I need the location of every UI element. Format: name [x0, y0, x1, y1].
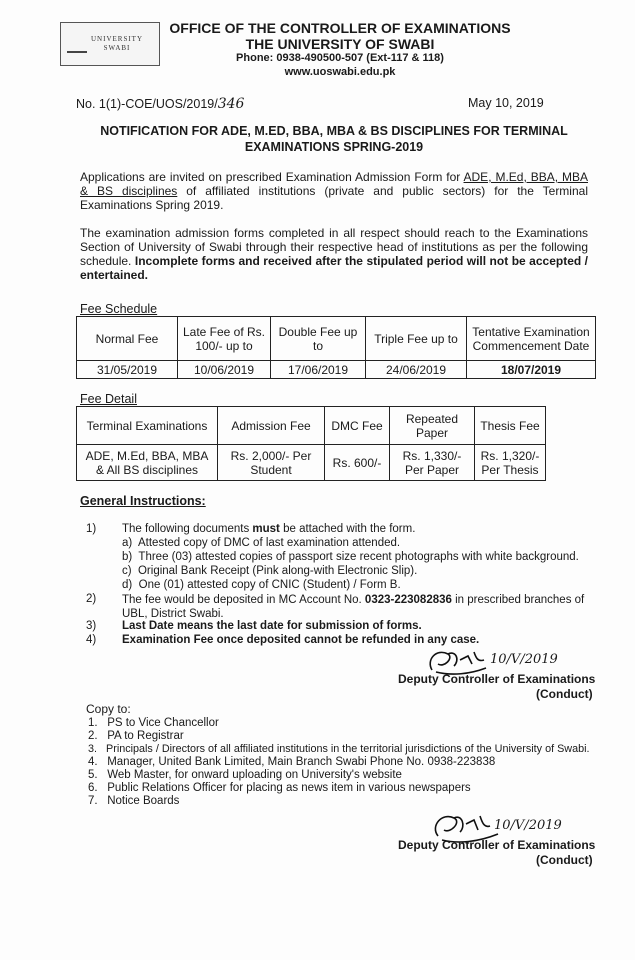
cell-double-fee: 17/06/2019 — [271, 361, 366, 379]
copy-item-5 — [88, 769, 402, 781]
cell-late-fee: 10/06/2019 — [178, 361, 271, 379]
instruction-3-text: Last Date means the last date for submission of forms. — [122, 620, 422, 632]
university-logo — [60, 22, 160, 66]
copy-item-5-text: Web Master, for onward uploading on University's website — [107, 769, 402, 781]
reference-handwritten: 346 — [217, 96, 245, 112]
copy-to-heading: Copy to: — [86, 702, 131, 716]
col-repeated-paper: Repeated Paper — [390, 407, 475, 445]
subitem-d — [122, 579, 401, 591]
instruction-3-num: 3) — [86, 620, 97, 632]
instruction-4-num: 4) — [86, 634, 97, 646]
copy-item-4 — [88, 756, 495, 768]
copy-item-6 — [88, 782, 471, 794]
cell-thesis-fee: Rs. 1,320/- Per Thesis — [475, 445, 546, 481]
subitem-d-text: One (01) attested copy of CNIC (Student) / Form B. — [138, 579, 401, 591]
subitem-a — [122, 537, 400, 549]
subitem-a-text: Attested copy of DMC of last examination attended. — [138, 537, 401, 549]
copy-item-7 — [88, 795, 179, 807]
fee-detail-header-row — [77, 407, 546, 445]
col-double-fee: Double Fee up to — [271, 317, 366, 361]
signature-1-sub: (Conduct) — [536, 687, 593, 701]
copy-item-6-text: Public Relations Officer for placing as news item in various newspapers — [107, 782, 471, 794]
copy-item-2 — [88, 730, 184, 742]
reference-prefix: No. 1(1)-COE/UOS/2019/ — [76, 97, 218, 111]
col-dmc-fee: DMC Fee — [325, 407, 390, 445]
subitem-b-label: b) — [122, 551, 133, 563]
subitem-c-label: c) — [122, 565, 132, 577]
copy-item-2-text: PA to Registrar — [107, 730, 184, 742]
logo-mark-icon — [67, 37, 87, 53]
col-admission-fee: Admission Fee — [218, 407, 325, 445]
copy-item-7-text: Notice Boards — [107, 795, 180, 807]
cell-disciplines: ADE, M.Ed, BBA, MBA & All BS disciplines — [77, 445, 218, 481]
notification-title-line2: EXAMINATIONS SPRING-2019 — [244, 140, 424, 154]
fee-schedule-row — [77, 361, 596, 379]
cell-commencement-date: 18/07/2019 — [467, 361, 596, 379]
instruction-2-num: 2) — [86, 593, 97, 605]
fee-schedule-heading: Fee Schedule — [80, 302, 158, 316]
copy-item-3-num: 3. — [88, 743, 98, 755]
paragraph-schedule — [80, 226, 588, 282]
cell-normal-fee: 31/05/2019 — [77, 361, 178, 379]
fee-schedule-header-row — [77, 317, 596, 361]
para1-text-b: of affiliated institutions (private and public sectors) for the Terminal Examinations Spring 2019. — [80, 184, 588, 212]
para2-warning: Incomplete forms and received after the stipulated period will not be accepted / entertained. — [80, 254, 589, 282]
fee-schedule-table — [76, 316, 596, 379]
reference-number — [76, 96, 244, 112]
instruction-1-text — [122, 523, 415, 535]
copy-item-6-num: 6. — [88, 782, 98, 794]
instruction-2-text — [122, 593, 592, 621]
col-triple-fee: Triple Fee up to — [366, 317, 467, 361]
instruction-1-num: 1) — [86, 523, 97, 535]
subitem-b-text: Three (03) attested copies of passport size recent photographs with white background. — [138, 551, 579, 563]
instruction-4-text: Examination Fee once deposited cannot be refunded in any case. — [122, 634, 480, 646]
cell-repeated-paper: Rs. 1,330/- Per Paper — [390, 445, 475, 481]
instruction-2-pre: The fee would be deposited in MC Account No. — [122, 594, 365, 606]
university-title: THE UNIVERSITY OF SWABI — [245, 36, 435, 52]
phone-number: Phone: 0938-490500-507 (Ext-117 & 118) — [236, 52, 444, 64]
website-link[interactable]: www.uoswabi.edu.pk — [284, 66, 396, 78]
cell-dmc-fee: Rs. 600/- — [325, 445, 390, 481]
copy-item-5-num: 5. — [88, 769, 98, 781]
subitem-c — [122, 565, 417, 577]
subitem-a-label: a) — [122, 537, 133, 549]
office-title: OFFICE OF THE CONTROLLER OF EXAMINATIONS — [169, 20, 511, 36]
copy-item-7-num: 7. — [88, 795, 98, 807]
col-terminal-exams: Terminal Examinations — [77, 407, 218, 445]
col-commencement-date: Tentative Examination Commencement Date — [467, 317, 596, 361]
copy-item-3-text: Principals / Directors of all affiliated institutions in the territorial jurisdictions of the University of Swabi. — [106, 743, 590, 755]
signature-2-date: 10/V/2019 — [494, 818, 562, 833]
logo-line1: UNIVERSITY — [91, 35, 143, 43]
fee-detail-heading: Fee Detail — [80, 392, 137, 406]
copy-item-2-num: 2. — [88, 730, 98, 742]
instructions-heading: General Instructions: — [80, 494, 206, 508]
instruction-1-post: be attached with the form. — [279, 523, 416, 535]
subitem-d-label: d) — [122, 579, 133, 591]
fee-detail-table — [76, 406, 546, 481]
logo-line2: SWABI — [103, 44, 131, 52]
paragraph-applications — [80, 170, 588, 212]
copy-item-1-num: 1. — [88, 717, 98, 729]
instruction-2-post: in prescribed branches of UBL, District Swabi. — [122, 594, 585, 620]
fee-detail-row — [77, 445, 546, 481]
signature-2-title: Deputy Controller of Examinations — [398, 838, 596, 852]
copy-item-1 — [88, 717, 219, 729]
instruction-1-bold: must — [252, 523, 280, 535]
copy-item-4-num: 4. — [88, 756, 98, 768]
instruction-2-account: 0323-223082836 — [364, 594, 452, 606]
signature-1-date: 10/V/2019 — [490, 652, 558, 667]
para1-disciplines: ADE, M.Ed, BBA, MBA & BS disciplines — [80, 170, 588, 198]
copy-item-4-text: Manager, United Bank Limited, Main Branch Swabi Phone No. 0938-223838 — [107, 756, 496, 768]
signature-1-title: Deputy Controller of Examinations — [398, 672, 596, 686]
cell-triple-fee: 24/06/2019 — [366, 361, 467, 379]
copy-item-1-text: PS to Vice Chancellor — [107, 717, 219, 729]
col-late-fee: Late Fee of Rs. 100/- up to — [178, 317, 271, 361]
copy-item-3 — [88, 743, 618, 755]
cell-admission-fee: Rs. 2,000/- Per Student — [218, 445, 325, 481]
subitem-b — [122, 551, 579, 563]
para2-text: The examination admission forms completed in all respect should reach to the Examinations Section of University of Swabi through their respective head of institutions as per the following schedule. — [80, 226, 588, 268]
col-thesis-fee: Thesis Fee — [475, 407, 546, 445]
para1-text-a: Applications are invited on prescribed Examination Admission Form for — [80, 170, 464, 184]
notification-title-line1: NOTIFICATION FOR ADE, M.ED, BBA, MBA & BS DISCIPLINES FOR TERMINAL — [100, 124, 568, 138]
col-normal-fee: Normal Fee — [77, 317, 178, 361]
signature-2-sub: (Conduct) — [536, 853, 593, 867]
notification-date: May 10, 2019 — [468, 96, 544, 110]
subitem-c-text: Original Bank Receipt (Pink along-with Electronic Slip). — [137, 565, 418, 577]
instruction-1-pre: The following documents — [122, 523, 253, 535]
